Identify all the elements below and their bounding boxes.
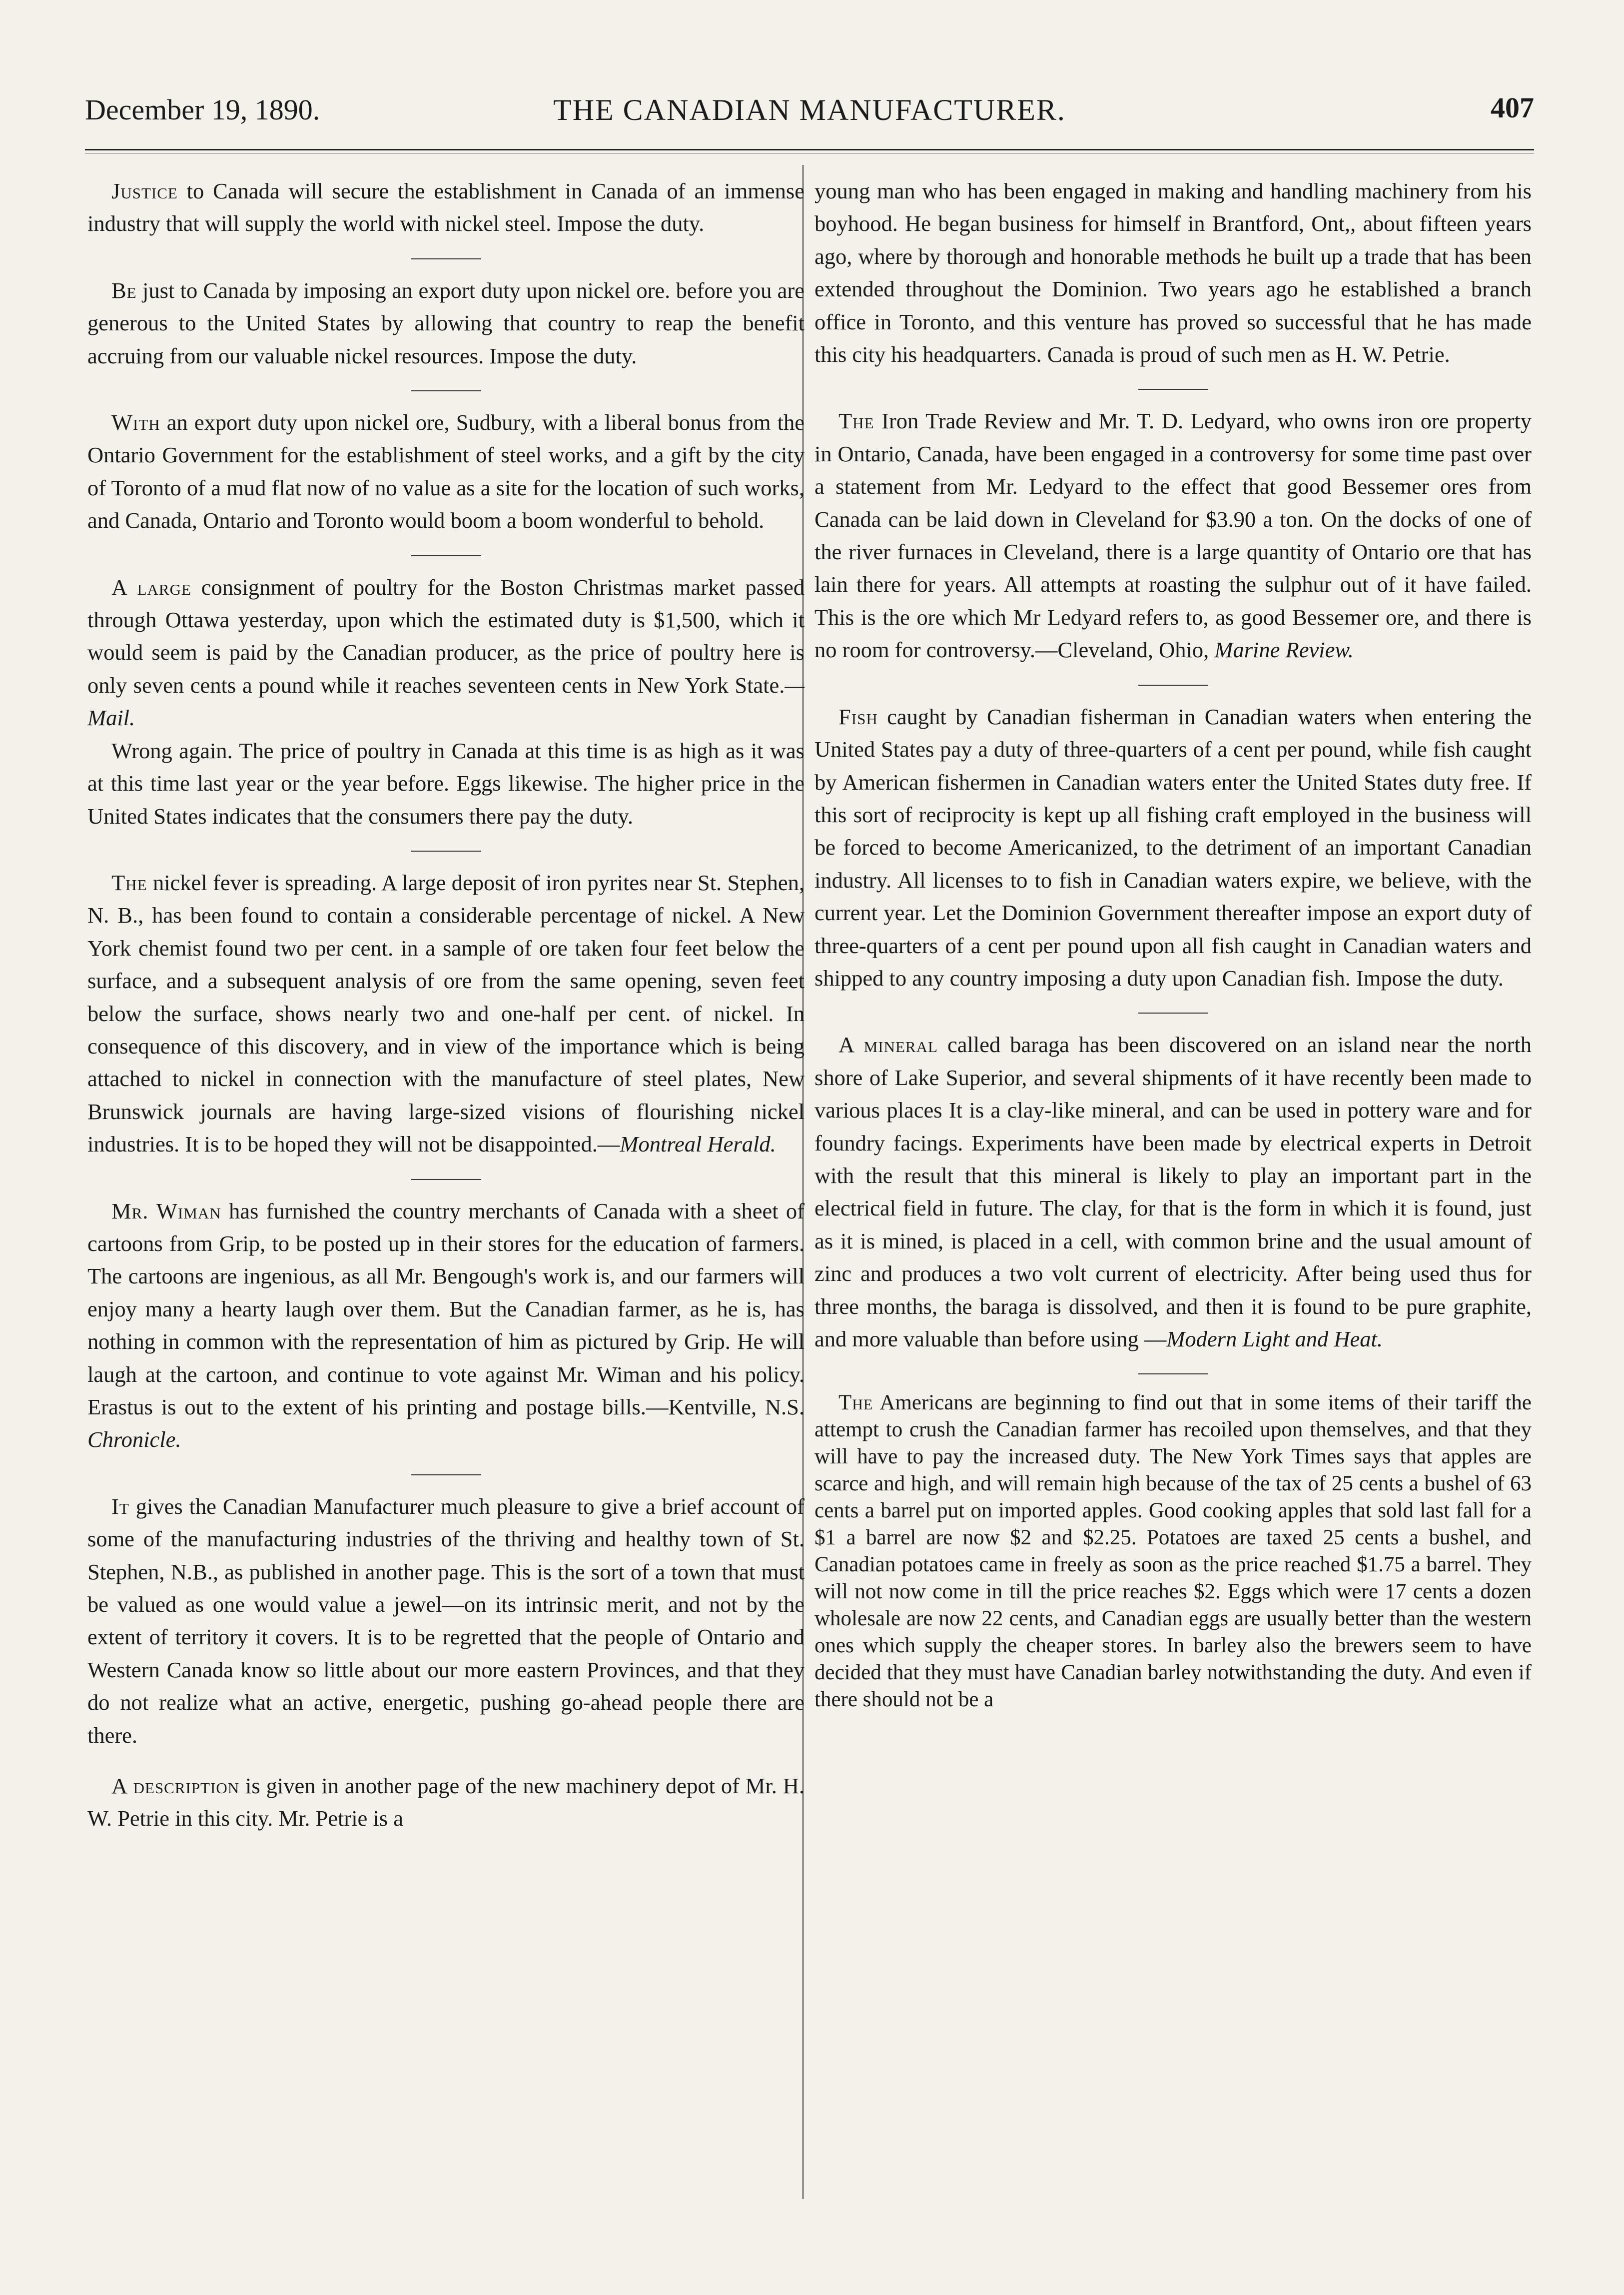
page-header [85,84,1534,139]
article-text: has furnished the country merchants of Canada with a sheet of cartoons from Grip, to be posted up in their stores for the education of farmers. The cartoons are ingenious, as all Mr. Bengough's work is, and our farmers will enjoy many a hearty laugh over them. But the Canadian farmer, as he is, has nothing in common with the representation of him as pictured by Grip. He will laugh at the cartoon, and continue to vote against Mr. Wiman and his policy. Erastus is out to the extent of his printing and postage bills.—Kentville, N.S. [87,1198,805,1419]
article-be-just [87,274,805,372]
article-text: caught by Canadian fisherman in Canadian waters when entering the United States pay a duty of three-quarters of a cent per pound, while fish caught by American fishermen in Canadian waters enter the United States duty free. If this sort of reciprocity is kept up all fishing craft employed in the business will be forced to become Americanized, to the detriment of an important Canadian industry. All licenses to to fish in Canadian waters expire, we believe, with the current year. Let the Dominion Government thereafter impose an export duty of three-quarters of a cent per pound upon all fish caught in Canadian waters and shipped to any country imposing a duty upon Canadian fish. Impose the duty. [814,704,1532,991]
article-source: Chronicle. [87,1427,181,1452]
article-reply: Wrong again. The price of poultry in Canada at this time is as high as it was at this time last year or the year before. Eggs likewise. The higher price in the United States indicates that the consumers there pay the duty. [87,738,805,829]
header-rule [85,149,1534,150]
header-page-number: 407 [1491,91,1534,124]
article-petrie-continued [814,175,1532,371]
article-text: Americans are beginning to find out that in some items of their tariff the attempt to crush the Canadian farmer has recoiled upon themselves, and that they will have to pay the increased duty. The New York Times says that apples are scarce and high, and will remain high because of the tax of 25 cents a bushel of 63 cents a barrel put on imported apples. Good cooking apples that sold last fall for a $1 a barrel are now $2 and $2.25. Potatoes are taxed 25 cents a bushel, and Canadian potatoes came in freely as soon as the price reached $1.75 a barrel. They will not now come in till the price reaches $2. Eggs which were 17 cents a dozen wholesale are now 22 cents, and Canadian eggs are usually better than the western ones which supply the cheaper stores. In barley also the brewers seem to have decided that they must have Canadian barley notwithstanding the duty. And even if there should not be a [814,1391,1532,1712]
article-text: just to Canada by imposing an export duty upon nickel ore. before you are generous to the United States by allowing that country to reap the benefit accruing from our valuable nickel resources. Impose the duty. [87,277,805,368]
article-lead: Mr. Wiman [111,1198,221,1223]
article-americans [814,1389,1532,1713]
article-lead: It [111,1493,129,1519]
separator [411,390,481,391]
right-column [814,175,1532,1731]
article-text: young man who has been engaged in making and handling machinery from his boyhood. He began business for himself in Brantford, Ont,, about fifteen years ago, where by thorough and honorable methods he built up a trade that has been extended throughout the Dominion. Two years ago he established a branch office in Toronto, and this venture has proved so successful that he has made this city his headquarters. Canada is proud of such men as H. W. Petrie. [814,178,1532,367]
article-lead: A mineral [838,1032,938,1058]
separator [411,555,481,556]
article-source: Modern Light and Heat. [1166,1326,1383,1351]
article-lead: A description [111,1773,240,1799]
article-lead: The [838,408,874,434]
article-text: consignment of poultry for the Boston Christmas market passed through Ottawa yesterday, upon which the estimated duty is $1,500, which it would seem is paid by the Canadian producer, as the price of poultry here is only seven cents a pound while it reaches seventeen cents in New York State. [87,574,805,698]
article-text: is given in another page of the new machinery depot of Mr. H. W. Petrie in this city. Mr. Petrie is a [87,1773,805,1831]
article-poultry [87,571,805,833]
article-lead: The [838,1391,873,1415]
article-fish [814,701,1532,995]
article-lead: The [111,870,147,895]
article-lead: Fish [838,704,878,729]
article-baraga [814,1029,1532,1355]
separator [1138,389,1208,390]
separator [1138,685,1208,686]
separator [411,258,481,259]
article-lead: A large [111,574,191,600]
article-source: Montreal Herald. [620,1132,776,1157]
article-source: Marine Review. [1214,637,1354,663]
separator [1138,1373,1208,1374]
separator [411,1179,481,1180]
left-column [87,175,805,1853]
article-text: nickel fever is spreading. A large deposit of iron pyrites near St. Stephen, N. B., has been found to contain a considerable percentage of nickel. A New York chemist found two per cent. in a sample of ore taken four feet below the surface, and a subsequent analysis of ore from the same opening, seven feet below the surface, shows nearly two and one-half per cent. of nickel. In consequence of this discovery, and in view of the importance which is being attached to nickel in connection with the manufacture of steel plates, New Brunswick journals are having large-sized visions of flourishing nickel industries. It is to be hoped they will not be disappointed.— [87,870,805,1157]
separator [411,851,481,852]
header-title: THE CANADIAN MANUFACTURER. [553,93,1066,126]
article-source: —Mail. [87,672,805,731]
article-lead: Justice [111,178,178,203]
article-lead: With [111,410,160,435]
article-lead: Be [111,277,137,303]
article-text: called baraga has been discovered on an island near the north shore of Lake Superior, and several shipments of it have recently been made to various places It is a clay-like mineral, and can be used in pottery ware and for foundry facings. Experiments have been made by electrical experts in Detroit with the result that this mineral is likely to play an important part in the electrical field in future. The clay, for that is the form in which it is found, just as it is mined, is placed in a cell, with common brine and the usual amount of zinc and produces a two volt current of electricity. After being used thus for three months, the baraga is dissolved, and then it is found to be pure graphite, and more valuable than before using — [814,1032,1532,1351]
article-justice [87,175,805,240]
article-text: to Canada will secure the establishment in Canada of an immense industry that will supply the world with nickel steel. Impose the duty. [87,178,805,236]
article-wiman [87,1195,805,1456]
article-export-duty [87,406,805,537]
separator [411,1474,481,1475]
article-iron-trade [814,405,1532,666]
separator [1138,1013,1208,1014]
article-text: Iron Trade Review and Mr. T. D. Ledyard, who owns iron ore property in Ontario, Canada, have been engaged in a controversy for some time past over a statement from Mr. Ledyard to the effect that good Bessemer ores from Canada can be laid down in Cleveland for $3.90 a ton. On the docks of one of the river furnaces in Cleveland, there is a large quantity of Ontario ore that has lain there for years. All attempts at roasting the sulphur out of it have failed. This is the ore which Mr Ledyard refers to, as good Bessemer ore, and there is no room for controversy.—Cleveland, Ohio, [814,408,1532,663]
article-nickel-fever [87,867,805,1161]
article-text: gives the Canadian Manufacturer much pleasure to give a brief account of some of the manufacturing industries of the thriving and healthy town of St. Stephen, N.B., as published in another page. This is the sort of a town that must be valued as one would value a jewel—on its intrinsic merit, and not by the extent of territory it covers. It is to be regretted that the people of Ontario and Western Canada know so little about our more eastern Provinces, and that they do not realize what an active, energetic, pushing go-ahead people there are there. [87,1493,805,1748]
article-text: an export duty upon nickel ore, Sudbury, with a liberal bonus from the Ontario Government for the establishment of steel works, and a gift by the city of Toronto of a mud flat now of no value as a site for the location of such works, and Canada, Ontario and Toronto would boom a boom wonderful to behold. [87,410,805,533]
article-st-stephen [87,1490,805,1752]
header-date: December 19, 1890. [85,93,320,126]
article-petrie [87,1770,805,1835]
